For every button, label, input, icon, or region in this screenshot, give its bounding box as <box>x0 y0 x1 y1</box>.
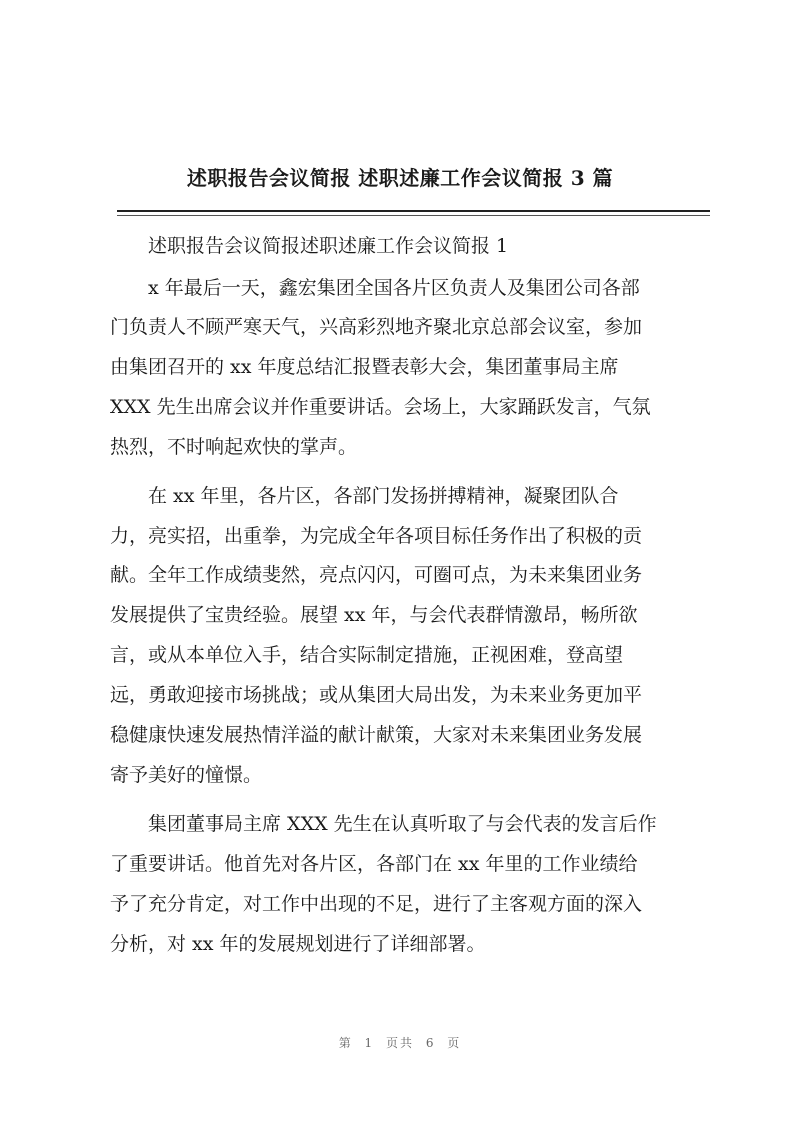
body-line: XXX 先生出席会议并作重要讲话。会场上，大家踊跃发言，气氛 <box>110 396 651 418</box>
body-line: 分析，对 xx 年的发展规划进行了详细部署。 <box>110 933 486 955</box>
subtitle-line: 述职报告会议简报述职述廉工作会议简报 1 <box>148 235 509 257</box>
body-line: 远，勇敢迎接市场挑战；或从集团大局出发，为未来业务更加平 <box>110 684 643 706</box>
document-title: 述职报告会议简报 述职述廉工作会议简报 3 篇 <box>186 166 614 190</box>
body-line: 由集团召开的 xx 年度总结汇报暨表彰大会，集团董事局主席 <box>110 356 619 378</box>
body-line: 寄予美好的憧憬。 <box>110 764 263 786</box>
body-line: 在 xx 年里，各片区，各部门发扬拼搏精神，凝聚团队合 <box>148 485 619 507</box>
body-line: 门负责人不顾严寒天气，兴高彩烈地齐聚北京总部会议室，参加 <box>110 316 643 338</box>
body-line: 力，亮实招，出重拳，为完成全年各项目标任务作出了积极的贡 <box>110 525 643 547</box>
body-line: 发展提供了宝贵经验。展望 xx 年，与会代表群情激昂，畅所欲 <box>110 604 638 626</box>
title-rule-thick <box>117 210 710 212</box>
body-line: 言，或从本单位入手，结合实际制定措施，正视困难，登高望 <box>110 644 624 666</box>
body-line: 献。全年工作成绩斐然，亮点闪闪，可圈可点，为未来集团业务 <box>110 564 643 586</box>
body-line: 热烈，不时响起欢快的掌声。 <box>110 436 358 458</box>
body-line: x 年最后一天，鑫宏集团全国各片区负责人及集团公司各部 <box>148 277 640 299</box>
body-line: 予了充分肯定，对工作中出现的不足，进行了主客观方面的深入 <box>110 893 643 915</box>
body-line: 稳健康快速发展热情洋溢的献计献策，大家对未来集团业务发展 <box>110 724 643 746</box>
body-line: 了重要讲话。他首先对各片区，各部门在 xx 年里的工作业绩给 <box>110 853 638 875</box>
body-line: 集团董事局主席 XXX 先生在认真听取了与会代表的发言后作 <box>148 813 657 835</box>
page-footer: 第 1 页共 6 页 <box>338 1036 462 1050</box>
title-rule-thin <box>117 215 710 216</box>
